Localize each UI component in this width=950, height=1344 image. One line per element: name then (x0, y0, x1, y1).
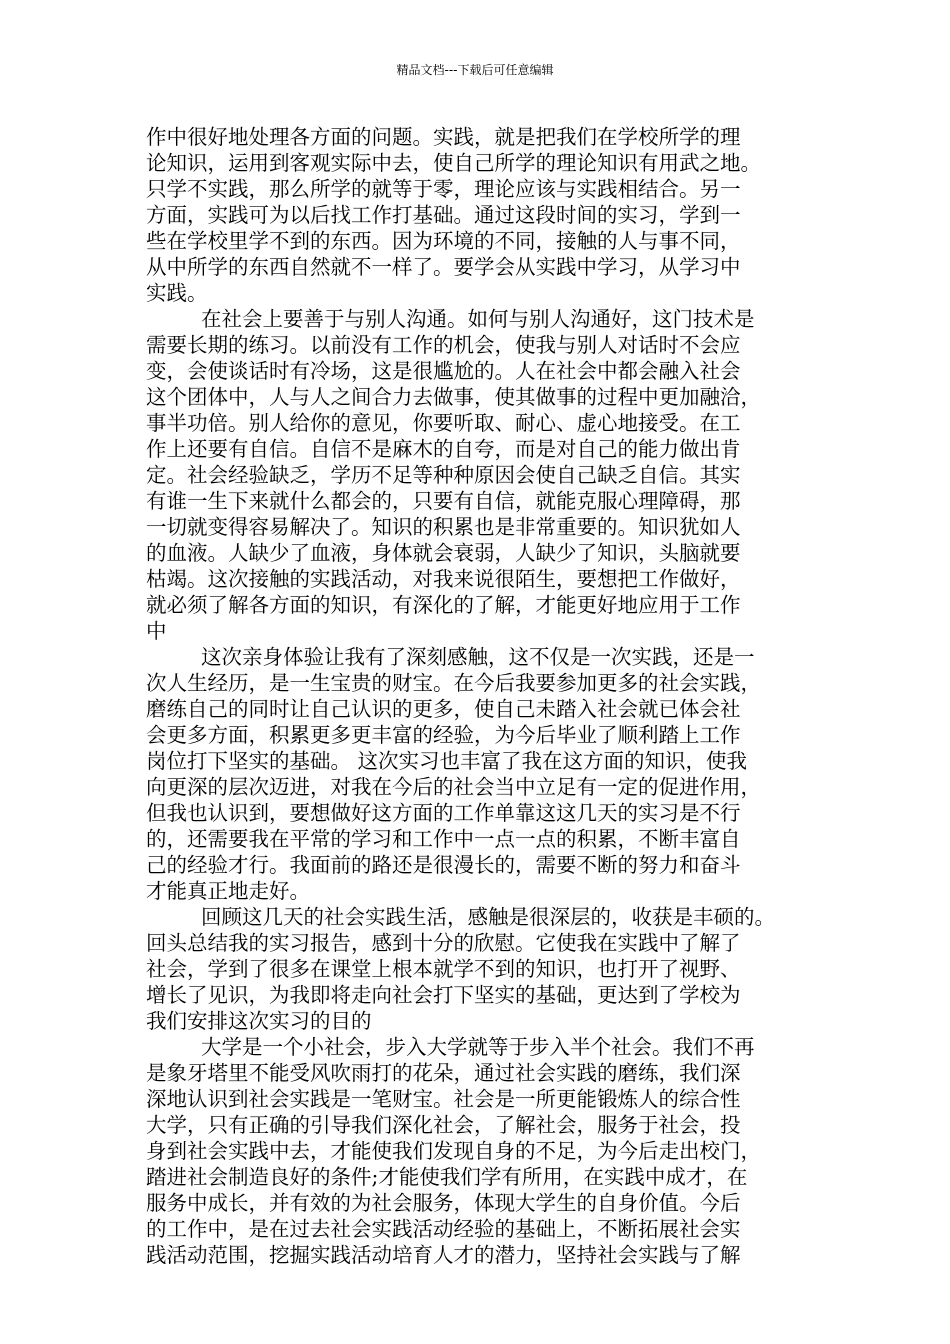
text-line: 需要长期的练习。以前没有工作的机会，使我与别人对话时不会应 (146, 333, 741, 357)
page-header: 精品文档---下载后可任意编辑 (396, 63, 554, 77)
text-line: 岗位打下坚实的基础。 这次实习也丰富了我在这方面的知识，使我 (146, 749, 748, 773)
text-line: 回顾这几天的社会实践生活，感触是很深层的，收获是丰硕的。 (201, 905, 775, 929)
text-line: 枯竭。这次接触的实践活动，对我来说很陌生，要想把工作做好， (146, 567, 741, 591)
text-line: 中 (146, 619, 167, 643)
text-line: 踏进社会制造良好的条件;才能使我们学有所用，在实践中成才，在 (146, 1165, 748, 1189)
text-line: 从中所学的东西自然就不一样了。要学会从实践中学习，从学习中 (146, 255, 741, 279)
text-line: 的工作中，是在过去社会实践活动经验的基础上，不断拓展社会实 (146, 1217, 741, 1241)
text-line: 些在学校里学不到的东西。因为环境的不同，接触的人与事不同， (146, 229, 741, 253)
text-line: 只学不实践，那么所学的就等于零，理论应该与实践相结合。另一 (146, 177, 741, 201)
text-line: 但我也认识到，要想做好这方面的工作单靠这这几天的实习是不行 (146, 801, 741, 825)
text-line: 增长了见识，为我即将走向社会打下坚实的基础，更达到了学校为 (146, 983, 741, 1007)
text-line: 身到社会实践中去，才能使我们发现自身的不足，为今后走出校门， (146, 1139, 761, 1163)
text-line: 大学，只有正确的引导我们深化社会，了解社会，服务于社会，投 (146, 1113, 741, 1137)
text-line: 的血液。人缺少了血液，身体就会衰弱，人缺少了知识，头脑就要 (146, 541, 741, 565)
text-line: 作上还要有自信。自信不是麻木的自夸，而是对自己的能力做出肯 (146, 437, 741, 461)
text-line: 践活动范围，挖掘实践活动培育人才的潜力，坚持社会实践与了解 (146, 1243, 741, 1267)
text-line: 这个团体中，人与人之间合力去做事，使其做事的过程中更加融洽， (146, 385, 761, 409)
text-line: 服务中成长，并有效的为社会服务，体现大学生的自身价值。今后 (146, 1191, 741, 1215)
text-line: 事半功倍。别人给你的意见，你要听取、耐心、虚心地接受。在工 (146, 411, 741, 435)
text-line: 向更深的层次迈进，对我在今后的社会当中立足有一定的促进作用， (146, 775, 761, 799)
text-line: 才能真正地走好。 (146, 879, 310, 903)
text-line: 深地认识到社会实践是一笔财宝。社会是一所更能锻炼人的综合性 (146, 1087, 741, 1111)
text-line: 这次亲身体验让我有了深刻感触，这不仅是一次实践，还是一 (201, 645, 755, 669)
text-line: 定。社会经验缺乏，学历不足等种种原因会使自己缺乏自信。其实 (146, 463, 741, 487)
text-line: 论知识，运用到客观实际中去，使自己所学的理论知识有用武之地。 (146, 151, 761, 175)
text-line: 是象牙塔里不能受风吹雨打的花朵，通过社会实践的磨练，我们深 (146, 1061, 741, 1085)
text-line: 己的经验才行。我面前的路还是很漫长的，需要不断的努力和奋斗 (146, 853, 741, 877)
text-line: 大学是一个小社会，步入大学就等于步入半个社会。我们不再 (201, 1035, 755, 1059)
text-line: 作中很好地处理各方面的问题。实践，就是把我们在学校所学的理 (146, 125, 741, 149)
text-line: 在社会上要善于与别人沟通。如何与别人沟通好，这门技术是 (201, 307, 755, 331)
text-line: 实践。 (146, 281, 208, 305)
text-line: 回头总结我的实习报告，感到十分的欣慰。它使我在实践中了解了 (146, 931, 741, 955)
text-line: 就必须了解各方面的知识，有深化的了解，才能更好地应用于工作 (146, 593, 741, 617)
text-line: 的，还需要我在平常的学习和工作中一点一点的积累，不断丰富自 (146, 827, 741, 851)
text-line: 次人生经历，是一生宝贵的财宝。在今后我要参加更多的社会实践， (146, 671, 761, 695)
text-line: 我们安排这次实习的目的 (146, 1009, 372, 1033)
body-text (146, 124, 826, 1268)
text-line: 一切就变得容易解决了。知识的积累也是非常重要的。知识犹如人 (146, 515, 741, 539)
text-line: 有谁一生下来就什么都会的，只要有自信，就能克服心理障碍，那 (146, 489, 741, 513)
text-line: 方面，实践可为以后找工作打基础。通过这段时间的实习，学到一 (146, 203, 741, 227)
text-line: 变，会使谈话时有冷场，这是很尴尬的。人在社会中都会融入社会 (146, 359, 741, 383)
text-line: 会更多方面，积累更多更丰富的经验，为今后毕业了顺利踏上工作 (146, 723, 741, 747)
text-line: 磨练自己的同时让自己认识的更多，使自己未踏入社会就已体会社 (146, 697, 741, 721)
text-line: 社会，学到了很多在课堂上根本就学不到的知识，也打开了视野、 (146, 957, 741, 981)
